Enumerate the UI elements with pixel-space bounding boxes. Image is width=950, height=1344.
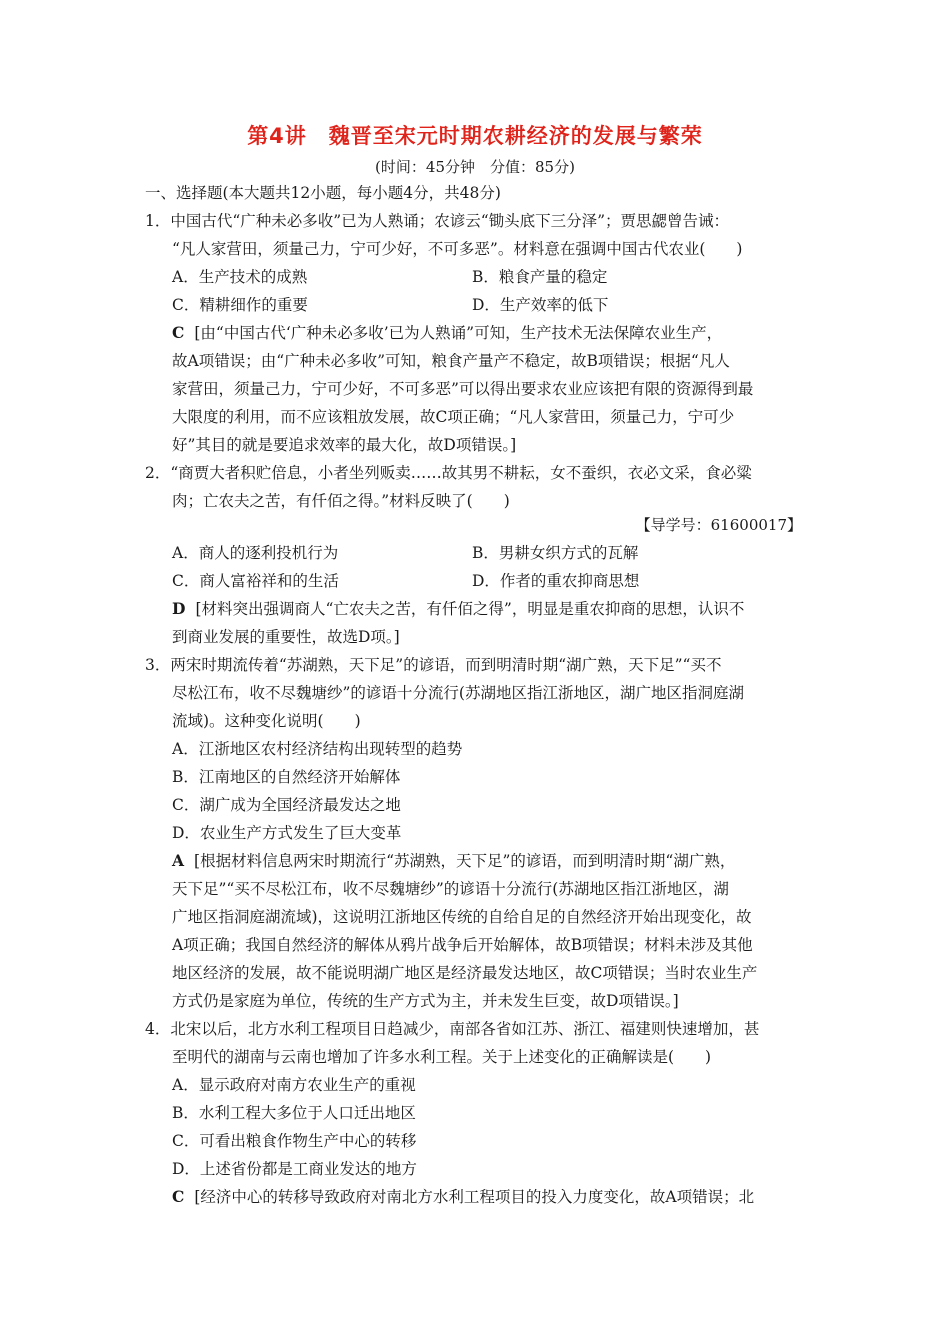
question-1-option-a: A．生产技术的成熟	[172, 268, 308, 286]
question-2-answer: D	[172, 599, 186, 618]
question-1-option-c: C．精耕细作的重要	[172, 296, 308, 314]
question-3-line-3: 流域)。这种变化说明( )	[172, 712, 361, 730]
question-3-option-d: D．农业生产方式发生了巨大变革	[172, 824, 402, 842]
page-subtitle: (时间：45分钟 分值：85分)	[375, 158, 575, 176]
question-4-option-a: A．显示政府对南方农业生产的重视	[172, 1076, 416, 1094]
question-1-explanation-line-2: 故A项错误；由“广种未必多收”可知，粮食产量产不稳定，故B项错误；根据“凡人	[172, 352, 730, 370]
question-3-line-2: 尽松江布，收不尽魏塘纱”的谚语十分流行(苏湖地区指江浙地区，湖广地区指洞庭湖	[172, 684, 744, 702]
question-3-line-1: 3．两宋时期流传着“苏湖熟，天下足”的谚语，而到明清时期“湖广熟，天下足”“买不	[145, 656, 722, 674]
question-2-explanation-line-2: 到商业发展的重要性，故选D项。]	[172, 628, 400, 646]
question-3-explanation-line-6: 方式仍是家庭为单位，传统的生产方式为主，并未发生巨变，故D项错误。]	[172, 992, 679, 1010]
question-4-line-2: 至明代的湖南与云南也增加了许多水利工程。关于上述变化的正确解读是( )	[172, 1048, 712, 1066]
question-3-explanation-line-3: 广地区指洞庭湖流域)，这说明江浙地区传统的自给自足的自然经济开始出现变化，故	[172, 908, 752, 926]
question-2-explanation-line-1: D [材料突出强调商人“亡农夫之苦，有仟佰之得”，明显是重农抑商的思想，认识不	[172, 599, 745, 618]
page-title: 第4讲 魏晋至宋元时期农耕经济的发展与繁荣	[247, 124, 703, 148]
question-3-explanation-line-4: A项正确；我国自然经济的解体从鸦片战争后开始解体，故B项错误；材料未涉及其他	[172, 936, 753, 954]
question-4-explanation-line-1: C [经济中心的转移导致政府对南北方水利工程项目的投入力度变化，故A项错误；北	[172, 1187, 755, 1206]
question-2-line-2: 肉；亡农夫之苦，有仟佰之得。”材料反映了( )	[172, 492, 510, 510]
question-2-option-c: C．商人富裕祥和的生活	[172, 572, 339, 590]
question-1-line-2: “凡人家营田，须量己力，宁可少好，不可多恶”。材料意在强调中国古代农业( )	[172, 240, 743, 258]
question-3-option-c: C．湖广成为全国经济最发达之地	[172, 796, 401, 814]
question-2-option-b: B．男耕女织方式的瓦解	[472, 544, 639, 562]
question-4-option-c: C．可看出粮食作物生产中心的转移	[172, 1132, 417, 1150]
question-4-line-1: 4．北宋以后，北方水利工程项目日趋减少，南部各省如江苏、浙江、福建则快速增加，甚	[145, 1020, 760, 1038]
question-1-explanation-line-3: 家营田，须量己力，宁可少好，不可多恶”可以得出要求农业应该把有限的资源得到最	[172, 380, 754, 398]
section-heading: 一、选择题(本大题共12小题，每小题4分，共48分)	[145, 184, 501, 202]
question-2-option-a: A．商人的逐利投机行为	[172, 544, 339, 562]
question-3-option-b: B．江南地区的自然经济开始解体	[172, 768, 401, 786]
question-2-line-1: 2．“商贾大者积贮倍息，小者坐列贩卖……故其男不耕耘，女不蚕织，衣必文采，食必粱	[145, 464, 752, 482]
question-3-explanation-line-2: 天下足”“买不尽松江布，收不尽魏塘纱”的谚语十分流行(苏湖地区指江浙地区，湖	[172, 880, 729, 898]
question-1-answer: C	[172, 323, 185, 342]
question-4-option-d: D．上述省份都是工商业发达的地方	[172, 1160, 417, 1178]
question-1-option-b: B．粮食产量的稳定	[472, 268, 608, 286]
question-4-answer: C	[172, 1187, 185, 1206]
question-4-option-b: B．水利工程大多位于人口迁出地区	[172, 1104, 416, 1122]
question-2-option-d: D．作者的重农抑商思想	[472, 572, 640, 590]
question-3-answer: A	[172, 851, 185, 870]
guide-number: 【导学号：61600017】	[635, 516, 802, 534]
question-1-option-d: D．生产效率的低下	[472, 296, 609, 314]
question-1-explanation-line-4: 大限度的利用，而不应该粗放发展，故C项正确；“凡人家营田，须量己力，宁可少	[172, 408, 735, 426]
question-1-line-1: 1．中国古代“广种未必多收”已为人熟诵；农谚云“锄头底下三分泽”；贾思勰曾告诫：	[145, 212, 730, 230]
question-1-explanation-line-1: C [由“中国古代‘广种未必多收’已为人熟诵”可知，生产技术无法保障农业生产，	[172, 323, 723, 342]
question-1-explanation-line-5: 好”其目的就是要追求效率的最大化，故D项错误。]	[172, 436, 517, 454]
question-3-explanation-line-1: A [根据材料信息两宋时期流行“苏湖熟，天下足”的谚语，而到明清时期“湖广熟，	[172, 851, 736, 870]
question-3-option-a: A．江浙地区农村经济结构出现转型的趋势	[172, 740, 463, 758]
question-3-explanation-line-5: 地区经济的发展，故不能说明湖广地区是经济最发达地区，故C项错误；当时农业生产	[172, 964, 758, 982]
